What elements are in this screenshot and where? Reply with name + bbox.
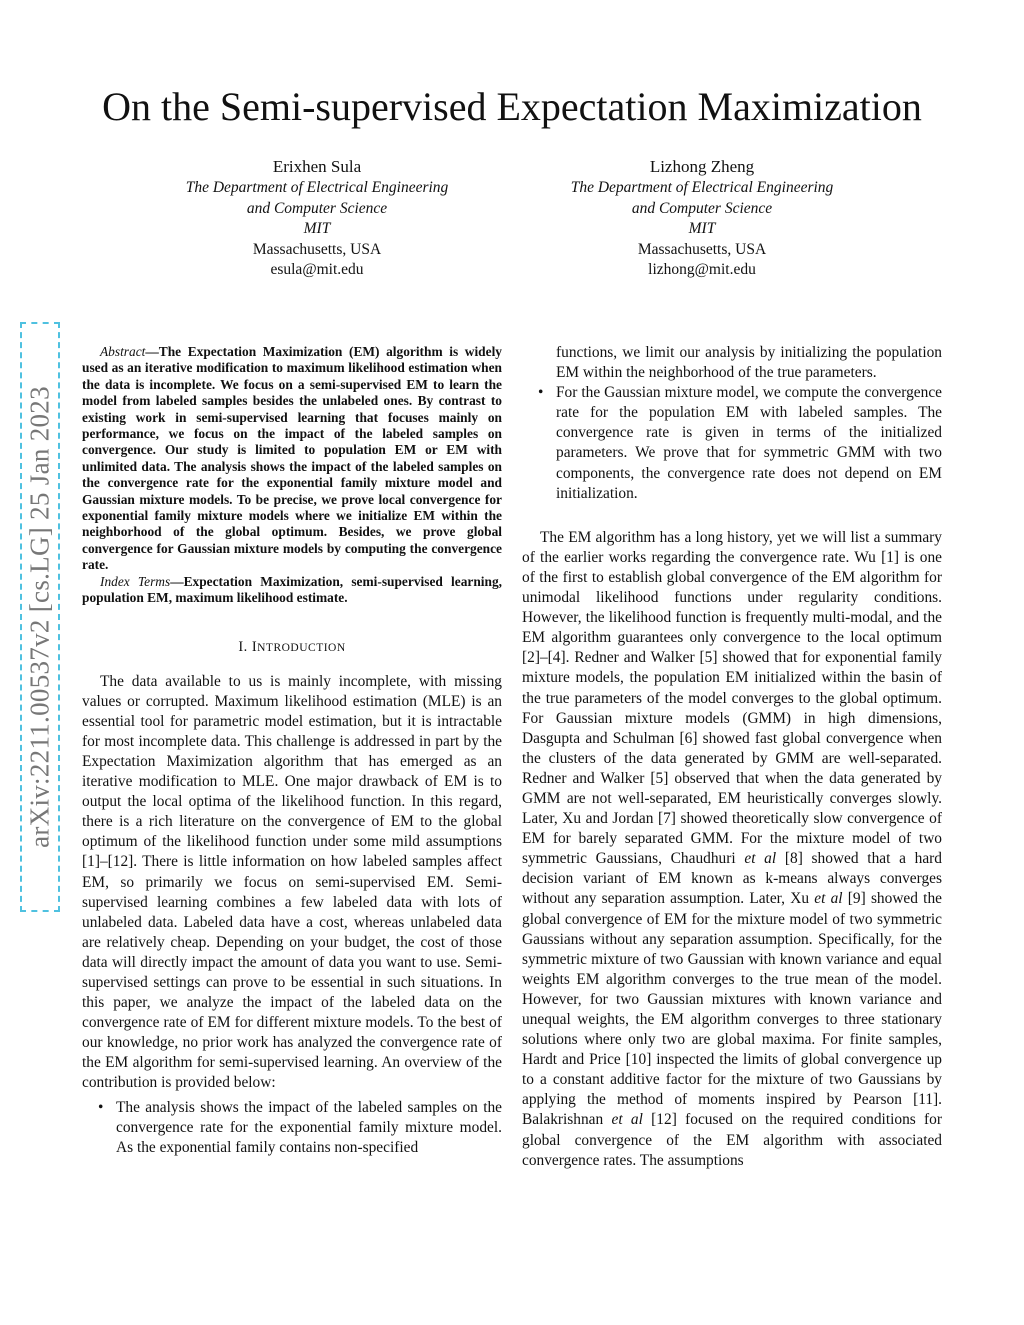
history-text-3: [9] showed the global convergence of EM for the mixture model of two symmetric Gaussians without any separation assumption. Specifically, for the symmetric mixture of two Gaussian with known variance and equal weights EM algorithm converges to the true mean of the model. However, for two Gaussian mixtures with known variance and unequal weights, the EM algorithm converges to three stationary solutions where only two are global maxima. For finite samples, Hardt and Price [10] inspected the limits of global convergence up to a constant additive factor for the mixture of two Gaussians by applying the method of moments inspired by Pearson [11]. Balakrishnan — [522, 890, 942, 1129]
bullet1-text: The analysis shows the impact of the labeled samples on the convergence rate for the exponential family mixture model. As the exponential family contains non-specified — [116, 1098, 502, 1156]
intro-paragraph: The data available to us is mainly incomplete, with missing values or corrupted. Maximum likelihood estimation (MLE) is an essential tool for parametric model estimation, but it is intractable for most incomplete data. This challenge is addressed in part by the Expectation Maximization algorithm that has emerged as an iterative modification to MLE. One major drawback of EM is to output the local optima of the likelihood function. In this regard, there is a rich literature on the convergence of EM to the global optimum of the likelihood function under some mild assumptions [1]–[12]. There is little information on how labeled samples affect EM, so primarily we focus on semi-supervised EM. Semi-supervised learning combines a few labeled data with lots of unlabeled data. Labeled data have a cost, whereas unlabeled data are relatively cheap. Depending on your budget, the cost of those data will directly impact the amount of data you want to use. Semi-supervised settings can prove to be essential in such situations. In this paper, we analyze the impact of the labeled data on the convergence rate of EM for different mixture models. To the best of our knowledge, no prior work has analyzed the convergence rate of the EM algorithm for semi-supervised learning. An overview of the contribution is provided below: — [82, 672, 502, 1092]
author-org: MIT — [688, 220, 716, 238]
author-location: Massachusetts, USA — [637, 240, 767, 258]
list-item — [82, 1098, 502, 1158]
list-item — [522, 383, 942, 504]
author-location: Massachusetts, USA — [252, 240, 382, 258]
section-numeral: I. — [238, 638, 248, 655]
author-org: MIT — [303, 220, 331, 238]
author-dept-line2: and Computer Science — [631, 199, 773, 217]
index-terms-text: Expectation Maximization, semi-supervised learning, population EM, maximum likelihood estimate. — [82, 573, 502, 606]
et-al-2: et al — [814, 890, 843, 908]
section-heading-first: I — [251, 638, 258, 655]
bullet2-text: For the Gaussian mixture model, we compute the convergence rate for the population EM with labeled samples. The convergence rate is given in terms of the initialized parameters. We prove that for symmetric GMM with two components, the convergence rate does not depend on EM initialization. — [556, 384, 942, 502]
abstract-label: Abstract — [100, 344, 146, 359]
contribution-list-continued — [522, 343, 942, 504]
history-text-4: [12] focused on the required conditions for global convergence of the EM algorithm with associated convergence rates. The assumptions — [522, 1111, 942, 1169]
section-heading-rest: NTRODUCTION — [257, 641, 346, 654]
right-column — [522, 343, 942, 1171]
author-email: esula@mit.edu — [270, 261, 364, 279]
author-email: lizhong@mit.edu — [648, 261, 756, 279]
bullet-icon: • — [538, 384, 544, 402]
section-heading-introduction — [82, 637, 502, 658]
index-terms-label: Index Terms — [100, 573, 171, 589]
history-text-1: The EM algorithm has a long history, yet we will list a summary of the earlier works regarding the convergence rate. Wu [1] is one of the first to establish global convergence of the EM algorithm for unimodal likelihood functions under regularity conditions. However, the likelihood function is frequently multi-modal, and the EM algorithm guarantees only convergence to the local optimum [2]–[4]. Redner and Walker [5] showed that for exponential family mixture models, the population EM initialized within the basin of the true parameters of the model converges to the global optimum. For Gaussian mixture models (GMM) in high dimensions, Dasgupta and Schulman [6] showed fast global convergence when the clusters of the data generated by GMM are well-separated. Redner and Walker [5] observed that when the data generated by GMM are not well-separated, EM heuristically converges slowly. Later, Xu and Jordan [7] showed theoretically slow convergence of EM for barely separated GMM. For the mixture model of two symmetric Gaussians, Chaudhuri — [522, 528, 942, 868]
abstract: Abstract—The Expectation Maximization (EM) algorithm is widely used as an iterative modification to maximum likelihood estimation when the data is incomplete. We focus on a semi-supervised EM to learn the model from labeled samples besides the unlabeled ones. By contrast to existing work in semi-supervised learning that focuses mainly on performance, we focus on the impact of the labeled samples on convergence. Our study is limited to population EM or EM with unlimited data. The analysis shows the impact of the labeled samples on the convergence rate for the exponential family mixture model and Gaussian mixture models. To be precise, we prove local convergence for exponential family mixture models where we initialize EM within the neighborhood of the global optimum. Besides, we prove global convergence for Gaussian mixture models by computing the convergence rate. — [82, 344, 502, 573]
et-al-3: et al — [611, 1111, 643, 1129]
author-dept-line2: and Computer Science — [246, 199, 388, 217]
abstract-text: The Expectation Maximization (EM) algorithm is widely used as an iterative modification to maximum likelihood estimation when the data is incomplete. We focus on a semi-supervised EM to learn the model from labeled samples besides the unlabeled ones. By contrast to existing work in semi-supervised learning that focuses mainly on performance, we focus on the impact of the labeled samples on convergence. Our study is limited to population EM or EM with unlimited data. The analysis shows the impact of the labeled samples on the convergence rate for the exponential family mixture model and Gaussian mixture models. To be precise, we prove local convergence for exponential family mixture models where we initialize EM within the neighborhood of the global optimum. Besides, we prove global convergence for Gaussian mixture models by computing the convergence rate. — [82, 344, 502, 573]
paper-title: On the Semi-supervised Expectation Maximization — [102, 84, 922, 129]
bullet-icon: • — [98, 1098, 104, 1116]
author-block-1 — [137, 156, 497, 281]
left-column — [82, 344, 502, 1158]
history-paragraph — [522, 528, 942, 1171]
index-terms: Index Terms—Expectation Maximization, semi-supervised learning, population EM, maximum likelihood estimate. — [82, 573, 502, 606]
arxiv-identifier: arXiv:2211.00537v2 [cs.LG] 25 Jan 2023 — [24, 386, 55, 848]
contribution-list — [82, 1098, 502, 1158]
bullet1-continued-text: functions, we limit our analysis by initializing the population EM within the neighborhood of the true parameters. — [556, 344, 942, 382]
author-name: Lizhong Zheng — [649, 157, 755, 176]
list-item — [522, 343, 942, 383]
author-block-2 — [522, 156, 882, 281]
author-dept-line1: The Department of Electrical Engineering — [570, 179, 834, 196]
et-al-1: et al — [744, 850, 777, 868]
history-text-2: [8] showed that a hard decision variant of EM known as k-means always converges without any separation assumption. Later, Xu — [522, 850, 942, 908]
author-dept-line1: The Department of Electrical Engineering — [185, 179, 449, 196]
author-name: Erixhen Sula — [272, 157, 362, 176]
